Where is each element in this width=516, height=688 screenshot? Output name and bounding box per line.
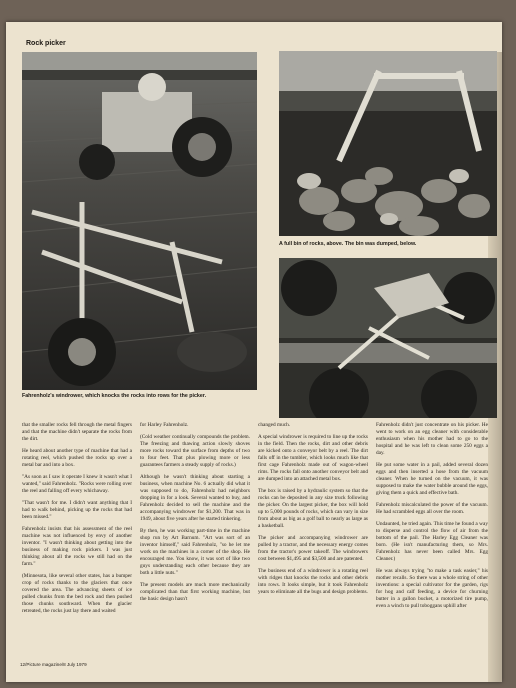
rock-bin-photo xyxy=(279,51,497,236)
paragraph: The picker and accompanying windrower are pulled by a tractor, and the necessary energy comes from the tractor's power takeoff. The windrowers cost between $1,495 and $3,500 and are patented. xyxy=(258,534,368,562)
paragraph: Fahrenholz miscalculated the power of the vacuum. He had scrambled eggs all over the room. xyxy=(376,501,488,515)
windrower-photo-image xyxy=(22,52,257,390)
text-column-3 xyxy=(258,422,368,601)
paragraph: The box is raised by a hydraulic system so that the rocks can be deposited in any size truck following the picker. On the largest picker, the box will hold up to 5,000 pounds of rocks, which can vary in size from about as big as a golf ball to nearly as large as a basketball. xyxy=(258,487,368,529)
paragraph: He put some water in a pail, added several dozen eggs and then inserted a hose from the vacuum cleaner. When he turned on the vacuum, it was supposed to make the water bubble around the eggs, giving them a quick and effective bath. xyxy=(376,461,488,496)
paragraph: The business end of a windrower is a rotating reel with ridges that knocks the rocks and other debris into rows. It looks simple, but it took Fahrenholz years to eliminate all the bugs and design problems. xyxy=(258,567,368,595)
paragraph: changed much. xyxy=(258,422,291,428)
paragraph: Although he wasn't thinking about starting a business, when machine No. 6 actually did what it was supposed to do, Fahrenholz had neighbors dropping in for a look. Several wanted to buy, and Fahrenholz decided to sell the machine and the accompanying windrower for $1,200. That was in 1949, about five years after he started tinkering. xyxy=(140,473,250,522)
bin-dumped-photo xyxy=(279,258,497,418)
page-footer: 12/Picture magazine/8 July 1979 xyxy=(20,662,87,667)
windrower-photo xyxy=(22,52,257,390)
text-column-4 xyxy=(376,422,488,615)
text-column-1 xyxy=(22,422,132,620)
paragraph: (Minnesota, like several other states, has a bumper crop of rocks thanks to the glaciers that once covered the area. The advancing sheets of ice pulled chunks from the bed rock and then pushed those chunks southward. When the glacier retreated, the rocks just lay there and waited xyxy=(22,572,132,614)
paragraph: "As soon as I saw it operate I knew it wasn't what I wanted," said Fahrenholz. "Rocks were rolling over the reel and falling off every whichaway. xyxy=(22,473,132,494)
main-photo-caption: Fahrenholz's windrower, which knocks the rocks into rows for the picker. xyxy=(22,393,207,399)
paragraph: The present models are much more mechanically complicated than that first working machine, but the basic design hasn't xyxy=(140,581,250,602)
paragraph: "That wasn't for me. I didn't want anything that I had to walk behind, picking up the rocks that had been missed." xyxy=(22,499,132,520)
paragraph: He heard about another type of machine that had a rotating reel, which pushed the rocks up over a metal bar and into a box. xyxy=(22,447,132,468)
text-column-2 xyxy=(140,422,250,608)
paragraph: (Cold weather continually compounds the problem. The freezing and thawing action slowly shoves more rocks toward the surface from depths of two to four feet. That plus plowing more or less guarantees farmers a steady supply of rocks.) xyxy=(140,433,250,468)
paragraph: Fahrenholz didn't just concentrate on his picker. He went to work on an egg cleaner with considerable enthusiasm when his mother had to go to the hospital and he was left to clean some 250 eggs a day. xyxy=(376,422,488,456)
paragraph: By then, he was working part-time in the machine shop run by Art Barnum. "Art was sort of an inventor himself," said Fahrenholz, "so he let me work on the machines in a corner of the shop. He encouraged me. You know, it was sort of like two guys understanding each other because they are both a little nuts." xyxy=(140,527,250,576)
paragraph: He was always trying "to make a task easier," his mother recalls. So there was a whole string of other inventions: a special cultivator for the garden, rigs for hog and calf feeding, a device for churning butter in a gallon bucket, a motorized tire pump, even a winch to pull toboggans uphill after xyxy=(376,567,488,609)
paragraph: that the smaller rocks fell through the metal fingers and that the machine didn't separate the rocks from the dirt. xyxy=(22,422,132,442)
rock-bin-photo-image xyxy=(279,51,497,236)
section-label: Rock picker xyxy=(26,40,66,47)
paragraph: Undaunted, he tried again. This time he found a way to disperse and control the flow of air from the bottom of the pail. The Harley Egg Cleaner was born. (He isn't manufacturing them, so Mrs. Fahrenholz has never been called Mrs. Egg Cleaner.) xyxy=(376,520,488,562)
paragraph: Fahrenholz insists that his assessment of the reel machine was not influenced by envy of another inventor. "I wasn't thinking about getting into the business of making rock pickers. I was just thinking about all the rocks we still had on the farm." xyxy=(22,525,132,567)
paragraph: A special windrower is required to line up the rocks in the field. Then the rocks, dirt and other debris are kicked onto a conveyor belt by a reel. The dirt falls off in the tumbler, which looks much like that first cage Fahrenholz made out of wagon-wheel rims. The rocks fall onto another conveyor belt and are dumped into an attached metal box. xyxy=(258,433,368,482)
paragraph: for Harley Fahrenholz. xyxy=(140,422,189,428)
top-right-caption: A full bin of rocks, above. The bin was dumped, below. xyxy=(279,241,417,247)
bin-dumped-photo-image xyxy=(279,258,497,418)
magazine-page xyxy=(6,22,502,682)
